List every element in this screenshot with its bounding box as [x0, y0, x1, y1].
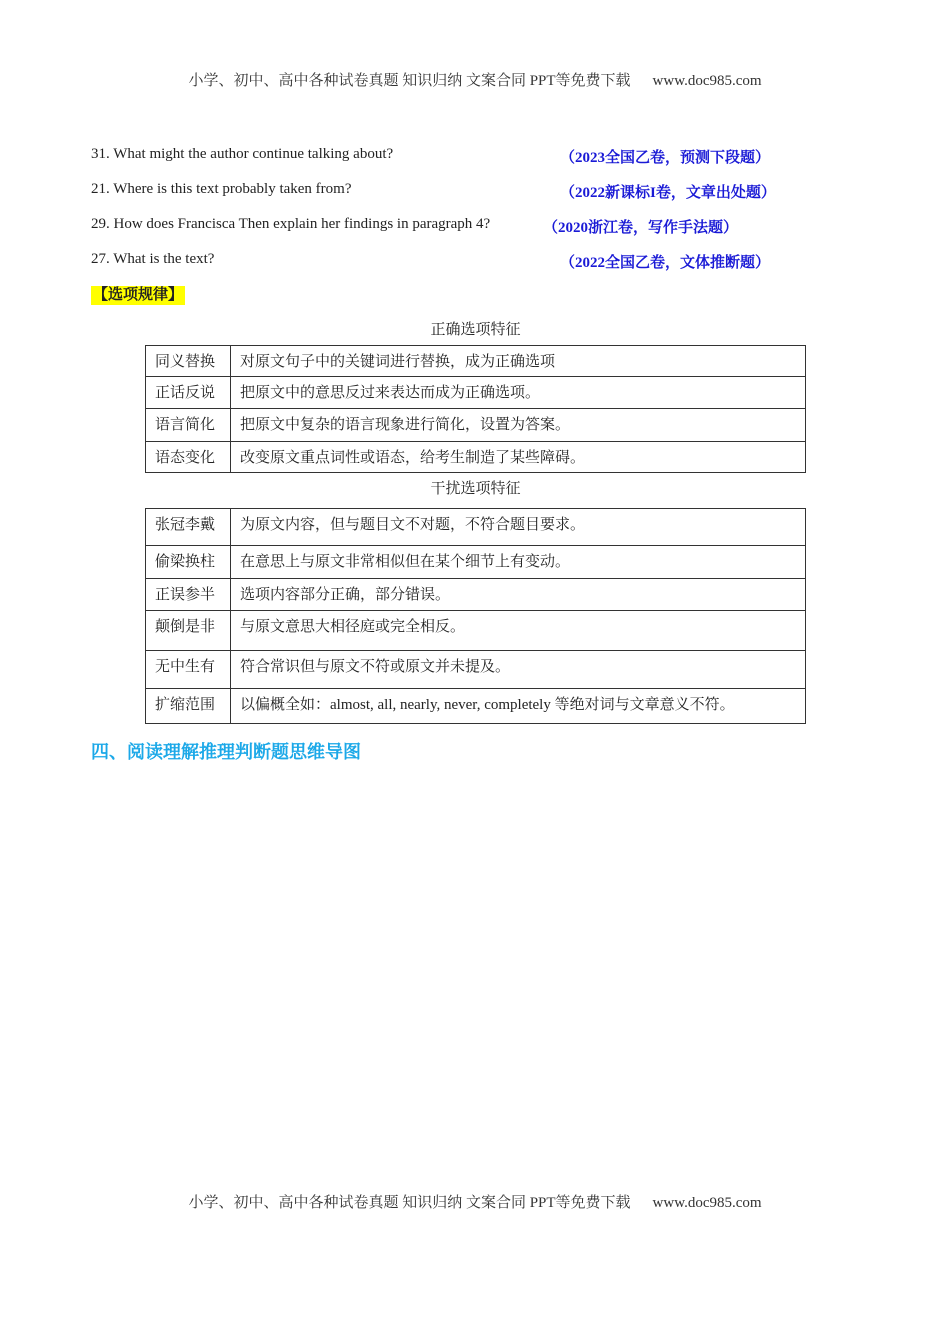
description: 把原文中的意思反过来表达而成为正确选项。 [231, 377, 806, 409]
term: 扩缩范围 [146, 689, 231, 724]
question-source: （2023全国乙卷，预测下段题） [560, 150, 771, 166]
table-row [146, 689, 806, 724]
question: 21. Where is this text probably taken from? [91, 181, 352, 197]
question: 29. How does Francisca Then explain her findings in paragraph 4? [91, 216, 491, 232]
section-heading: 四、阅读理解推理判断题思维导图 [91, 742, 361, 763]
highlight-label: 【选项规律】 [93, 287, 184, 303]
description: 选项内容部分正确，部分错误。 [231, 579, 806, 611]
description: 对原文句子中的关键词进行替换，成为正确选项 [231, 346, 806, 377]
description: 符合常识但与原文不符或原文并未提及。 [231, 651, 806, 689]
table-row [146, 509, 806, 546]
description: 与原文意思大相径庭或完全相反。 [231, 611, 806, 651]
table-row [146, 546, 806, 579]
header-site: www.doc985.com [652, 73, 762, 89]
table-row [146, 377, 806, 409]
term: 语言简化 [146, 409, 231, 442]
description: 为原文内容，但与题目文不对题，不符合题目要求。 [231, 509, 806, 546]
question-source: （2022新课标I卷，文章出处题） [560, 185, 776, 201]
page-footer [0, 1191, 950, 1212]
distractor-options-table [145, 508, 806, 724]
question-source: （2020浙江卷，写作手法题） [543, 220, 739, 236]
footer-text: 小学、初中、高中各种试卷真题 知识归纳 文案合同 PPT等免费下载 [188, 1195, 631, 1211]
term: 无中生有 [146, 651, 231, 689]
page-header [0, 69, 950, 90]
term: 颠倒是非 [146, 611, 231, 651]
question: 31. What might the author continue talking about? [91, 146, 394, 162]
description: 以偏概全如：almost, all, nearly, never, completely 等绝对词与文章意义不符。 [231, 689, 806, 724]
table-row [146, 651, 806, 689]
table-row [146, 579, 806, 611]
correct-options-table [145, 345, 806, 473]
description: 改变原文重点词性或语态，给考生制造了某些障碍。 [231, 442, 806, 473]
question: 27. What is the text? [91, 251, 215, 267]
table-row [146, 346, 806, 377]
table-row [146, 442, 806, 473]
term: 正误参半 [146, 579, 231, 611]
question-source: （2022全国乙卷，文体推断题） [560, 255, 771, 271]
description: 在意思上与原文非常相似但在某个细节上有变动。 [231, 546, 806, 579]
table-caption: 干扰选项特征 [430, 481, 521, 497]
footer-site: www.doc985.com [652, 1195, 762, 1211]
term: 张冠李戴 [146, 509, 231, 546]
table-row [146, 611, 806, 651]
term: 语态变化 [146, 442, 231, 473]
table-row [146, 409, 806, 442]
term: 正话反说 [146, 377, 231, 409]
table-caption: 正确选项特征 [430, 322, 521, 338]
term: 同义替换 [146, 346, 231, 377]
header-text: 小学、初中、高中各种试卷真题 知识归纳 文案合同 PPT等免费下载 [188, 73, 631, 89]
term: 偷梁换柱 [146, 546, 231, 579]
description: 把原文中复杂的语言现象进行简化，设置为答案。 [231, 409, 806, 442]
